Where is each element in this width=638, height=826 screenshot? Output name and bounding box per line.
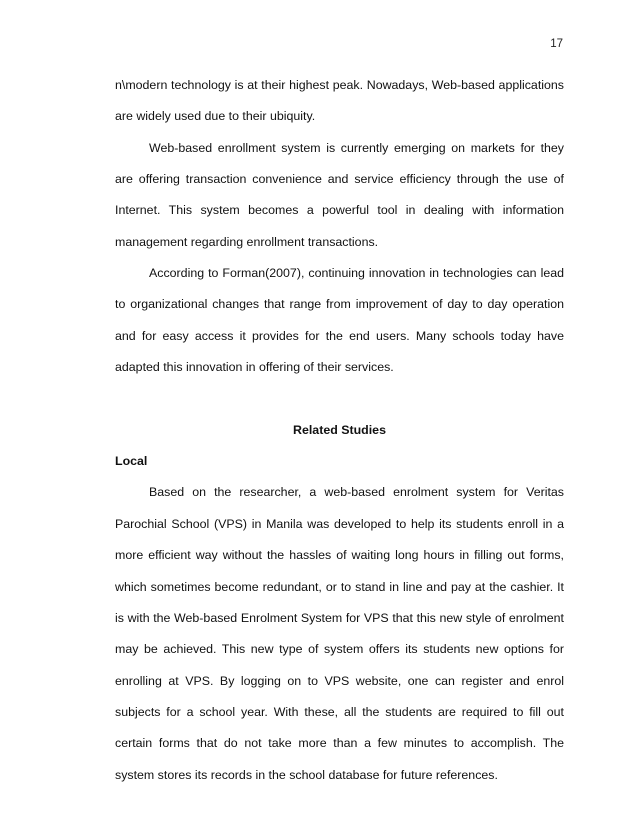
paragraph-continuation: n\modern technology is at their highest peak. Nowadays, Web-based applications are widely used due to their ubiquity. xyxy=(115,78,564,124)
section-spacer xyxy=(115,383,564,414)
subsection-heading-local: Local xyxy=(115,454,148,469)
page-number: 17 xyxy=(550,38,563,50)
paragraph-forman-2007: According to Forman(2007), continuing innovation in technologies can lead to organizational changes that range from improvement of day to day operation and for easy access it provides for the end users. Many schools today have adapted this innovation in offering of their services. xyxy=(115,266,564,375)
paragraph-veritas-parochial-school: Based on the researcher, a web-based enrolment system for Veritas Parochial School (VPS) in Manila was developed to help its students enroll in a more efficient way without the hassles of waiting long hours in filling out forms, which sometimes become redundant, or to stand in line and pay at the cashier. It is with the Web-based Enrolment System for VPS that this new style of enrolment may be achieved. This new type of system offers its students new options for enrolling at VPS. By logging on to VPS website, one can register and enrol subjects for a school year. With these, all the students are required to fill out certain forms that do not take more than a few minutes to accomplish. The system stores its records in the school database for future references. xyxy=(115,485,564,782)
body-text xyxy=(115,70,564,791)
paragraph-web-based-enrollment: Web-based enrollment system is currently emerging on markets for they are offering transaction convenience and service efficiency through the use of Internet. This system becomes a powerful tool in dealing with information management regarding enrollment transactions. xyxy=(115,140,564,249)
section-heading-related-studies: Related Studies xyxy=(293,422,386,437)
